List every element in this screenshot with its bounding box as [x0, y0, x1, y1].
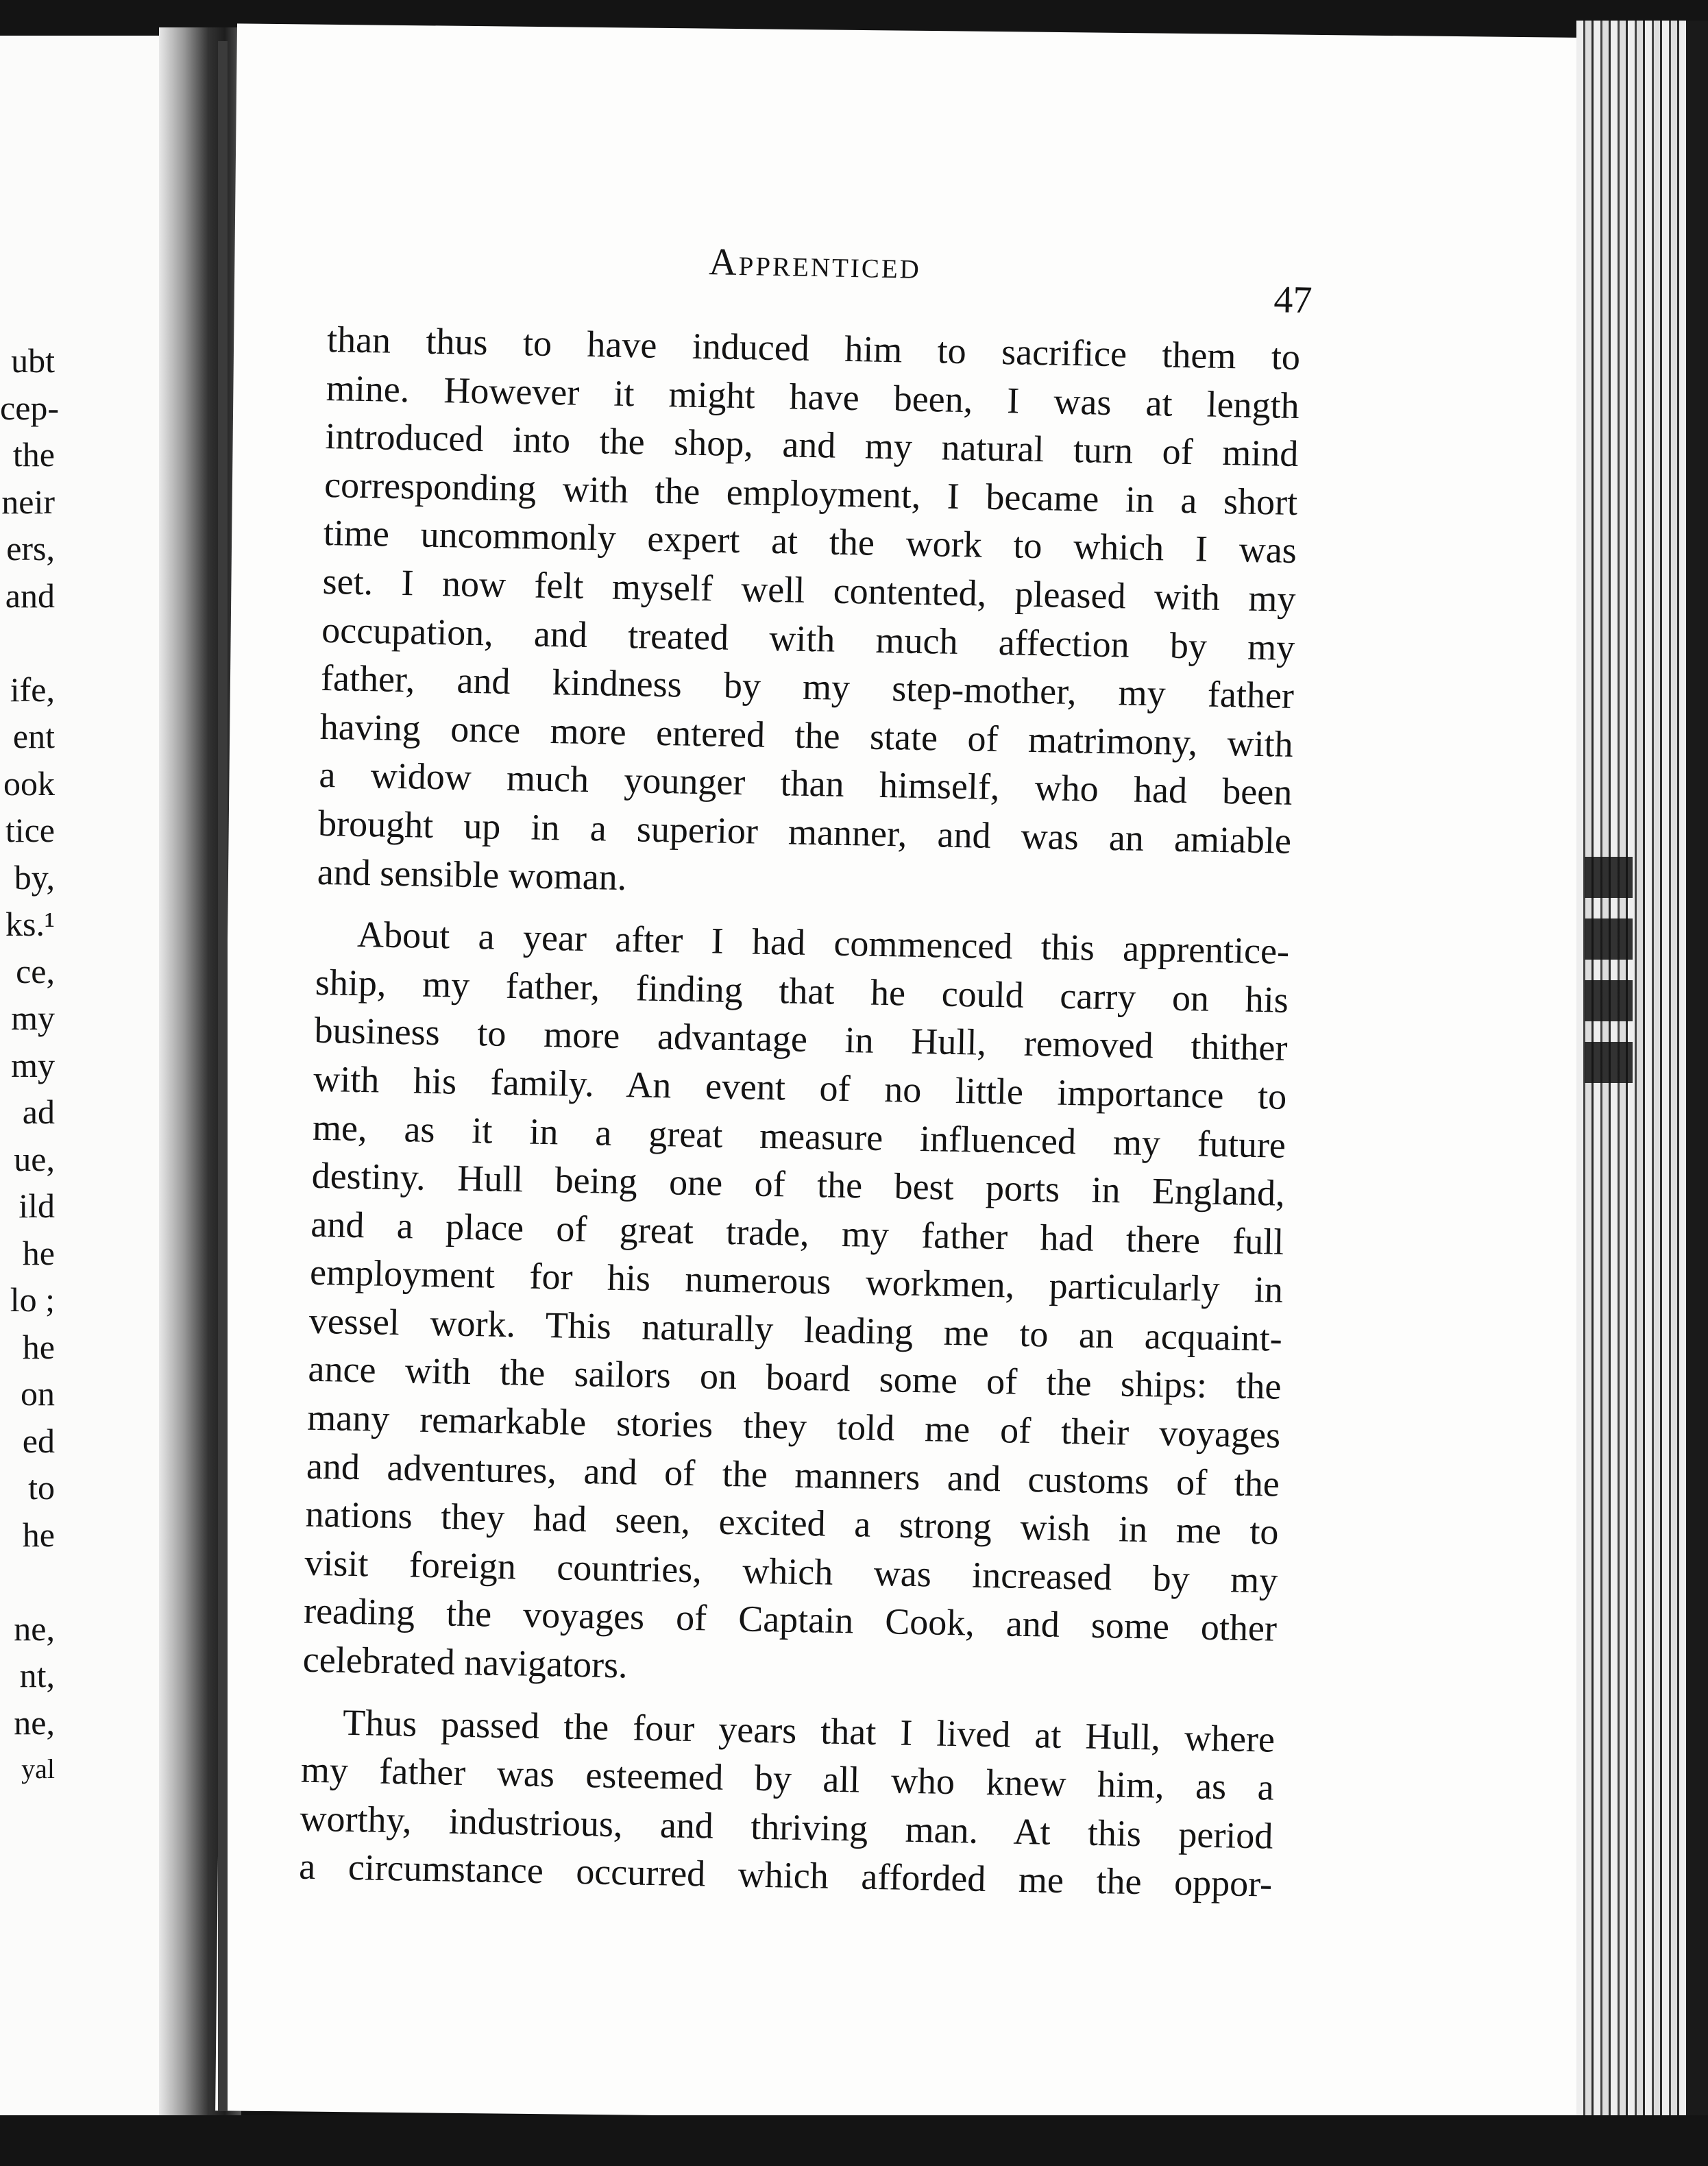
- text-line: having once more entered the state of matrimony, with: [319, 705, 1294, 765]
- running-head: Apprenticed: [708, 241, 922, 287]
- text-line: than thus to have induced him to sacrifice them to: [326, 318, 1301, 378]
- text-line: worthy, industrious, and thriving man. At this period: [300, 1797, 1273, 1857]
- paragraph: [317, 315, 1300, 914]
- text-line: me, as it in a great measure influenced my future: [312, 1106, 1286, 1166]
- left-line: ent: [12, 717, 55, 755]
- left-line: on: [21, 1374, 55, 1413]
- text-line: many remarkable stories they told me of their voyages: [306, 1396, 1281, 1456]
- left-line: my: [11, 1045, 55, 1084]
- text-line: visit foreign countries, which was increased by my: [304, 1542, 1278, 1601]
- left-line: ks.¹: [5, 905, 55, 943]
- text-line: mine. However it might have been, I was at length: [326, 367, 1300, 426]
- page-number: 47: [1273, 278, 1313, 322]
- text-line: a widow much younger than himself, who had been: [318, 754, 1293, 814]
- left-line: [0, 619, 55, 666]
- text-line: nations they had seen, excited a strong wish in me to: [305, 1493, 1280, 1553]
- text-line: set. I now felt myself well contented, pleased with my: [322, 560, 1297, 620]
- text-line: and a place of great trade, my father had there full: [310, 1203, 1284, 1263]
- text-line: vessel work. This naturally leading me to an acquaint-: [308, 1300, 1283, 1359]
- gutter-shadow: [218, 41, 228, 2111]
- left-line: he: [22, 1515, 55, 1554]
- left-line: tice: [5, 811, 55, 849]
- left-page-text: [0, 337, 60, 1793]
- paragraph: [302, 910, 1289, 1701]
- left-line: ue,: [14, 1139, 55, 1178]
- left-line: the: [12, 435, 55, 474]
- paragraph: [299, 1697, 1276, 1908]
- left-line: he: [22, 1327, 55, 1366]
- text-line: with his family. An event of no little importance to: [313, 1058, 1287, 1117]
- text-line: a circumstance occurred which afforded me the oppor-: [298, 1846, 1273, 1906]
- left-line: ild: [19, 1187, 55, 1225]
- left-line: and: [5, 576, 55, 615]
- text-line: and adventures, and of the manners and customs of the: [306, 1445, 1280, 1505]
- text-line: and sensible woman.: [317, 851, 627, 898]
- left-line: ad: [22, 1093, 55, 1131]
- text-line: ance with the sailors on board some of the ships: the: [308, 1348, 1282, 1408]
- text-line: employment for his numerous workmen, particularly in: [309, 1252, 1284, 1311]
- left-line: cep-: [0, 388, 60, 427]
- text-line: ship, my father, finding that he could carry on his: [315, 961, 1289, 1021]
- text-line: celebrated navigators.: [302, 1638, 629, 1686]
- text-line: brought up in a superior manner, and was an amiable: [317, 802, 1292, 862]
- left-line: ne,: [14, 1703, 55, 1742]
- left-line: yal: [21, 1753, 55, 1784]
- edge-marking: [1585, 857, 1633, 1083]
- book-edge: [1686, 21, 1708, 2118]
- text-line: Thus passed the four years that I lived at Hull, where: [342, 1701, 1276, 1760]
- left-line: ed: [22, 1421, 55, 1460]
- left-line: my: [11, 999, 55, 1037]
- text-line: business to more advantage in Hull, removed thither: [314, 1010, 1288, 1069]
- left-line: ers,: [6, 529, 55, 568]
- text-line: occupation, and treated with much affection by my: [321, 609, 1295, 668]
- left-line: by,: [14, 857, 55, 897]
- text-line: destiny. Hull being one of the best ports in England,: [311, 1154, 1286, 1214]
- left-line: he: [22, 1233, 55, 1272]
- text-line: father, and kindness by my step-mother, my father: [320, 657, 1295, 717]
- text-line: my father was esteemed by all who knew him, as a: [300, 1749, 1275, 1808]
- left-line: neir: [1, 482, 55, 521]
- body-text: [299, 315, 1301, 1909]
- left-line: ook: [3, 764, 55, 803]
- left-line: ife,: [10, 670, 55, 709]
- text-line: introduced into the shop, and my natural turn of mind: [325, 415, 1299, 475]
- text-line: reading the voyages of Captain Cook, and some other: [303, 1590, 1278, 1650]
- left-line: ce,: [16, 951, 55, 990]
- left-line: ne,: [14, 1609, 55, 1648]
- left-line: lo ;: [10, 1280, 55, 1319]
- left-line: to: [28, 1468, 55, 1507]
- left-line: nt,: [19, 1656, 55, 1694]
- text-line: time uncommonly expert at the work to which I was: [323, 512, 1297, 572]
- text-line: About a year after I had commenced this apprentice-: [356, 914, 1290, 972]
- left-line: ubt: [11, 341, 55, 380]
- left-line: [0, 1558, 55, 1605]
- scan-bottom-border: [0, 2115, 1708, 2166]
- text-line: corresponding with the employment, I became in a short: [324, 463, 1298, 523]
